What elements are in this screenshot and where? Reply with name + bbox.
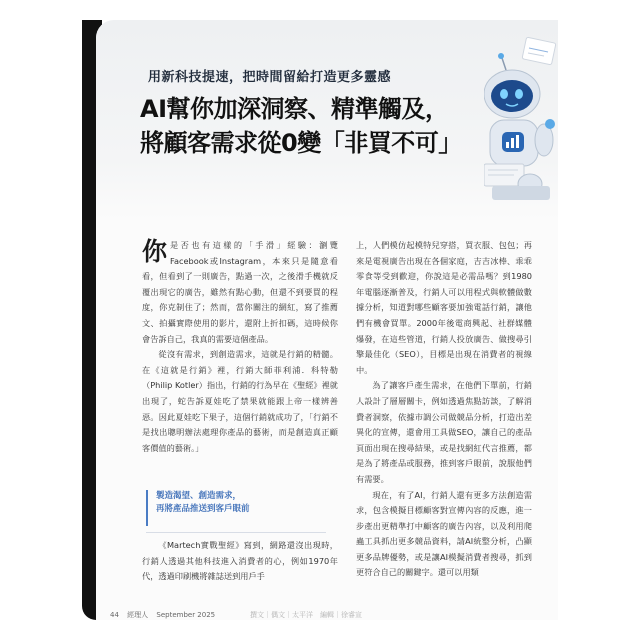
pull-quote-divider	[146, 532, 326, 533]
paragraph-6: 現在，有了AI，行銷人還有更多方法創造需求，包含模擬目標顧客對宣傳內容的反應，進一步產出更精準打中顧客的廣告內容，以及利用爬蟲工具抓出更多競品資料，請AI統整分析，凸顯更多品牌優勢，或是讓AI模擬消費者搜尋，抓到更符合自己的關鍵字。還可以用類	[356, 489, 532, 578]
page-number: 44	[110, 611, 119, 619]
magazine-name: 經理人	[127, 611, 149, 619]
title-line-1: AI幫你加深洞察、精準觸及，	[140, 95, 449, 123]
paragraph-4: 上，人們模仿起模特兒穿搭，買衣服、包包；再來是電視廣告出現在各個家庭，吉吉冰棒、乖乖零食等受到歡迎，你說這是必需品嗎？到1980年電腦逐漸普及，行銷人可以用程式與軟體做數據分析，知道對哪些顧客要加強電話行銷，讓他們有機會買單。2000年後電商興起、社群媒體爆發，在這些管道，行銷人投放廣告、做搜尋引擎最佳化（SEO），目標是出現在消費者的視線中。	[356, 240, 532, 375]
article-subtitle: 用新科技提速，把時間留給打造更多靈感	[148, 70, 392, 85]
article-credits: 撰文｜偶文｜太平洋 編輯｜徐睿宣	[250, 611, 362, 619]
pull-quote	[146, 490, 326, 526]
drop-cap: 你	[142, 237, 168, 266]
magazine-page	[96, 20, 558, 620]
paragraph-2: 從沒有需求，到創造需求，這就是行銷的精髓。在《這就是行銷》裡，行銷大師菲利浦．科特勒（Philip Kotler）指出，行銷的行為早在《聖經》裡就出現了，蛇告訴夏娃吃了禁果就能跟上帝一樣辨善惡。因此夏娃吃下果子，這個行銷就成功了，「行銷不是找出聰明辦法處理你產品的藝術，而是創造真正顧客價值的藝術。」	[142, 349, 338, 453]
pull-quote-line-1: 製造渴望、創造需求，	[156, 491, 242, 501]
title-line-2: 將顧客需求從0變「非買不可」	[140, 129, 462, 157]
article-column-1	[142, 238, 338, 456]
issue-date: September 2025	[156, 611, 216, 619]
pull-quote-line-2: 再將產品推送到客戶眼前	[156, 504, 250, 514]
ai-robot-illustration	[484, 36, 558, 206]
paragraph-1: 是否也有這樣的「手滑」經驗：瀏覽Facebook或Instagram，本來只是隨意看看，但看到了一則廣告，點過一次，之後滑手機就反覆出現它的廣告，雖然有點心動，但還不到要買的程度，你克制住了；然而，當你關注的網紅，寫了推薦文、拍攝實際使用的影片，還附上折扣碼，這時候你會告訴自己，我真的需要這個產品。	[142, 240, 338, 344]
article-title	[140, 92, 462, 160]
paragraph-5: 為了讓客戶產生需求，在他們下單前，行銷人設計了層層關卡，例如透過焦點訪談，了解消費者洞察，依據市調公司做競品分析，打造出差異化的宣傳，還會用工具做SEO，讓自己的產品頁面出現在搜尋結果，或是找網紅代言推薦，都是為了將產品或服務，推到客戶眼前，說服他們有需要。	[356, 380, 532, 484]
paragraph-3: 《Martech實戰聖經》寫到，網路還沒出現時，行銷人透過其他科技進入消費者的心，例如1970年代，透過印刷機將雜誌送到用戶手	[142, 540, 338, 582]
page-footer	[110, 610, 362, 620]
article-column-2	[356, 238, 532, 581]
article-column-1-continued	[142, 538, 338, 585]
